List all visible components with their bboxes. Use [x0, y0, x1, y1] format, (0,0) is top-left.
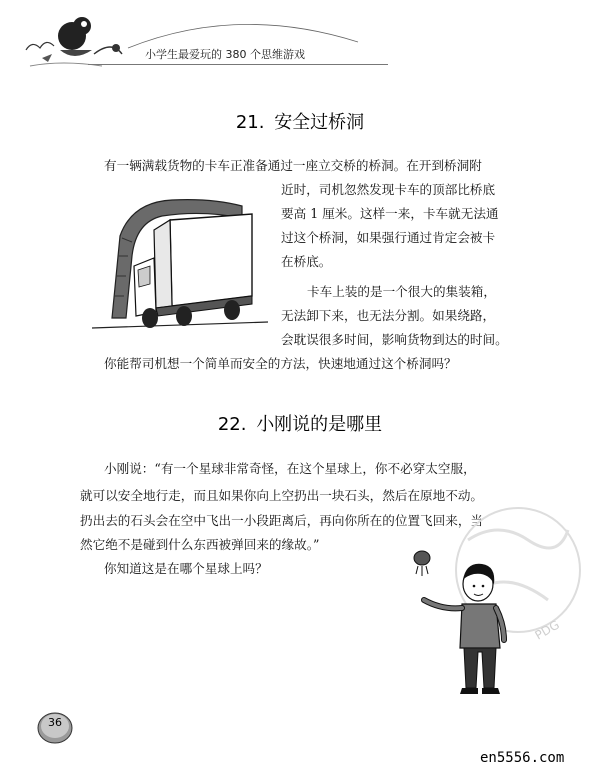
watermark-text: PDG	[532, 617, 562, 643]
boy-throwing-stone-illustration	[408, 540, 518, 700]
puzzle-21-heading	[0, 108, 600, 134]
book-title: 小学生最爱玩的 380 个思维游戏	[145, 48, 305, 61]
puzzle-22-line-5: 你知道这是在哪个星球上吗？	[104, 561, 268, 576]
puzzle-22-heading	[0, 410, 600, 436]
puzzle-21-line-1: 有一辆满载货物的卡车正准备通过一座立交桥的桥洞。在开到桥洞附	[104, 158, 482, 173]
puzzle-22-line-2: 就可以安全地行走，而且如果你向上空扔出一块石头，然后在原地不动。	[80, 488, 483, 503]
puzzle-21-line-6: 卡车上装的是一个很大的集装箱，	[307, 284, 496, 299]
puzzle-22-title: 小刚说的是哪里	[256, 414, 383, 435]
page-number: 36	[48, 716, 62, 729]
puzzle-21-line-3: 要高 1 厘米。这样一来，卡车就无法通	[281, 206, 499, 221]
puzzle-22-line-4: 然它绝不是碰到什么东西被弹回来的缘故。”	[80, 537, 320, 552]
puzzle-22-line-1: 小刚说：“有一个星球非常奇怪，在这个星球上，你不必穿太空服，	[104, 461, 476, 476]
footer-site-mark: en5556.com	[480, 750, 565, 766]
puzzle-21-line-2: 近时，司机忽然发现卡车的顶部比桥底	[281, 182, 496, 197]
puzzle-21-line-8: 会耽误很多时间，影响货物到达的时间。	[281, 332, 508, 347]
puzzle-21-line-5: 在桥底。	[281, 254, 332, 269]
puzzle-22-line-3: 扔出去的石头会在空中飞出一小段距离后，再向你所在的位置飞回来，当	[80, 513, 483, 528]
header-divider	[88, 64, 388, 65]
puzzle-21-line-9: 你能帮司机想一个简单而安全的方法，快速地通过这个桥洞吗？	[104, 356, 457, 371]
puzzle-21-number: 21.	[235, 112, 265, 133]
puzzle-21-title: 安全过桥洞	[274, 112, 365, 133]
truck-bridge-illustration	[92, 196, 268, 334]
puzzle-21-line-4: 过这个桥洞，如果强行通过肯定会被卡	[281, 230, 496, 245]
puzzle-22-number: 22.	[217, 414, 247, 435]
puzzle-21-line-7: 无法卸下来，也无法分割。如果绕路，	[281, 308, 496, 323]
